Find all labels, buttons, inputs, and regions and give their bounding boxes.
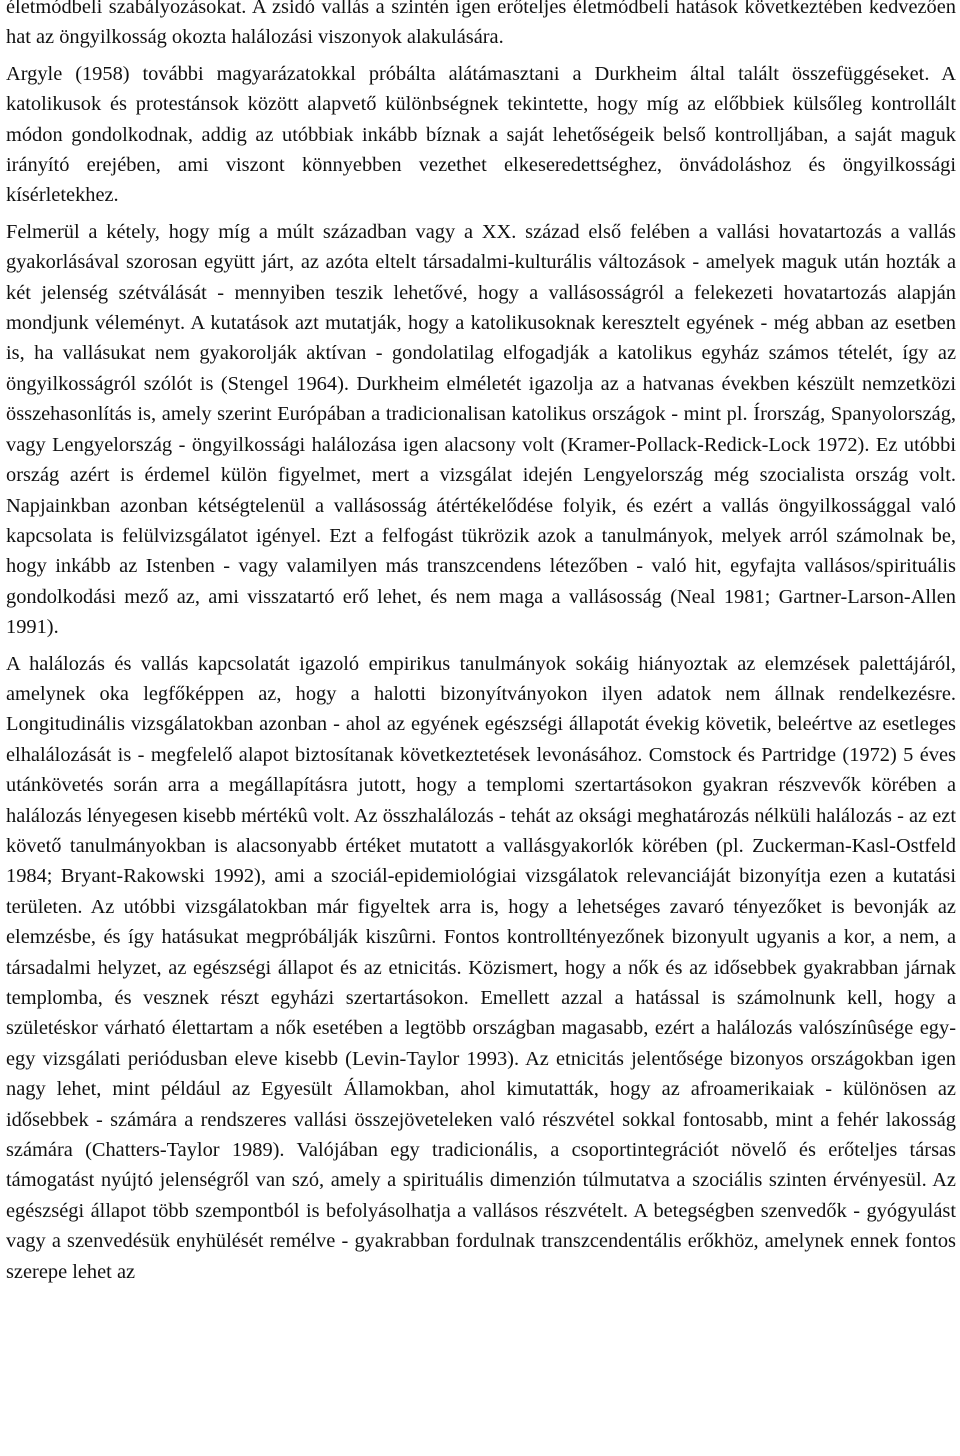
document-page bbox=[6, 0, 956, 1287]
paragraph-1: életmódbeli szabályozásokat. A zsidó vallás a szintén igen erőteljes életmódbeli hatások következtében kedvezően hat az öngyilkosság okozta halálozási viszonyok alakulására. bbox=[6, 0, 956, 49]
paragraph-4: A halálozás és vallás kapcsolatát igazoló empirikus tanulmányok sokáig hiányoztak az elemzések palettájáról, amelynek oka legfőképpen az, hogy a halotti bizonyítványokon ilyen adatok nem állnak rendelkezésre. Longitudinális vizsgálatokban azonban - ahol az egyének egészségi állapotát évekig követik, beleértve az esetleges elhalálozását is - megfelelő alapot biztosítanak következtetések levonásához. Comstock és Partridge (1972) 5 éves utánkövetés során arra a megállapításra jutott, hogy a templomi szertartásokon gyakran részvevők körében a halálozás lényegesen kisebb mértékû volt. Az összhalálozás - tehát az oksági meghatározás nélküli halálozás - az ezt követő tanulmányokban is alacsonyabb értéket mutatott a vallásgyakorlók körében (pl. Zuckerman-Kasl-Ostfeld 1984; Bryant-Rakowski 1992), ami a szociál-epidemiológiai vizsgálatok relevanciáját bizonyítja ezen a kutatási területen. Az utóbbi vizsgálatokban már figyeltek arra is, hogy a lehetséges zavaró tényezőket is bevonják az elemzésbe, és így hatásukat megpróbálják kiszûrni. Fontos kontrolltényezőnek bizonyult ugyanis a kor, a nem, a társadalmi helyzet, az egészségi állapot és az etnicitás. Közismert, hogy a nők és az idősebbek gyakrabban járnak templomba, és vesznek részt egyházi szertartásokon. Emellett azzal a hatással is számolnunk kell, hogy a születéskor várható élettartam a nők esetében a legtöbb országban magasabb, ezért a halálozás valószínûsége egy-egy vizsgálati periódusban eleve kisebb (Levin-Taylor 1993). Az etnicitás jelentősége bizonyos országokban igen nagy lehet, mint például az Egyesült Államokban, ahol kimutatták, hogy az afroamerikaiak - különösen az idősebbek - számára a rendszeres vallási összejöveteleken való részvétel sokkal fontosabb, mint a fehér lakosság számára (Chatters-Taylor 1989). Valójában egy tradicionális, a csoportintegrációt növelő és erőteljes társas támogatást nyújtó jelenségről van szó, amely a spirituális dimenzión túlmutatva a szociális szinten érvényesül. Az egészségi állapot több szempontból is befolyásolhatja a vallásos részvételt. A betegségben szenvedők - gyógyulást vagy a szenvedésük enyhülését remélve - gyakrabban fordulnak transzcendentális erőkhöz, amelynek ennek fontos szerepe lehet az bbox=[6, 652, 956, 1283]
paragraph-3: Felmerül a kétely, hogy míg a múlt században vagy a XX. század első felében a vallási hovatartozás a vallás gyakorlásával szorosan együtt járt, az azóta eltelt társadalmi-kulturális változások - amelyek maguk után hozták a két jelenség szétválását - mennyiben teszik lehetővé, hogy a vallásosságról a felekezeti hovatartozás alapján mondjunk véleményt. A kutatások azt mutatják, hogy a katolikusoknak keresztelt egyének - még abban az esetben is, ha vallásukat nem gyakorolják aktívan - gondolatilag elfogadják a katolikus egyház számos tételét, így az öngyilkosságról szólót is (Stengel 1964). Durkheim elméletét igazolja az a hatvanas években készült nemzetközi összehasonlítás is, amely szerint Európában a tradicionalisan katolikus országok - mint pl. Írország, Spanyolország, vagy Lengyelország - öngyilkossági halálozása igen alacsony volt (Kramer-Pollack-Redick-Lock 1972). Ez utóbbi ország azért is érdemel külön figyelmet, mert a vizsgálat idején Lengyelország még szocialista ország volt. Napjainkban azonban kétségtelenül a vallásosság átértékelődése folyik, és ezért a vallás öngyilkossággal való kapcsolata is felülvizsgálatot igényel. Ezt a felfogást tükrözik azok a tanulmányok, melyek arról számolnak be, hogy inkább az Istenben - vagy valamilyen más transzcendens létezőben - való hit, egyfajta vallásos/spirituális gondolkodási mező az, ami visszatartó erő lehet, és nem maga a vallásosság (Neal 1981; Gartner-Larson-Allen 1991). bbox=[6, 220, 956, 639]
paragraph-2: Argyle (1958) további magyarázatokkal próbálta alátámasztani a Durkheim által talált összefüggéseket. A katolikusok és protestánsok között alapvető különbségnek tekintette, hogy míg az előbbiek külsőleg kontrollált módon gondolkodnak, addig az utóbbiak inkább bíznak a saját lehetőségeik belső kontrolljában, a saját maguk irányító erejében, ami viszont könnyebben vezethet elkeseredettséghez, önvádoláshoz és öngyilkossági kísérletekhez. bbox=[6, 62, 956, 207]
